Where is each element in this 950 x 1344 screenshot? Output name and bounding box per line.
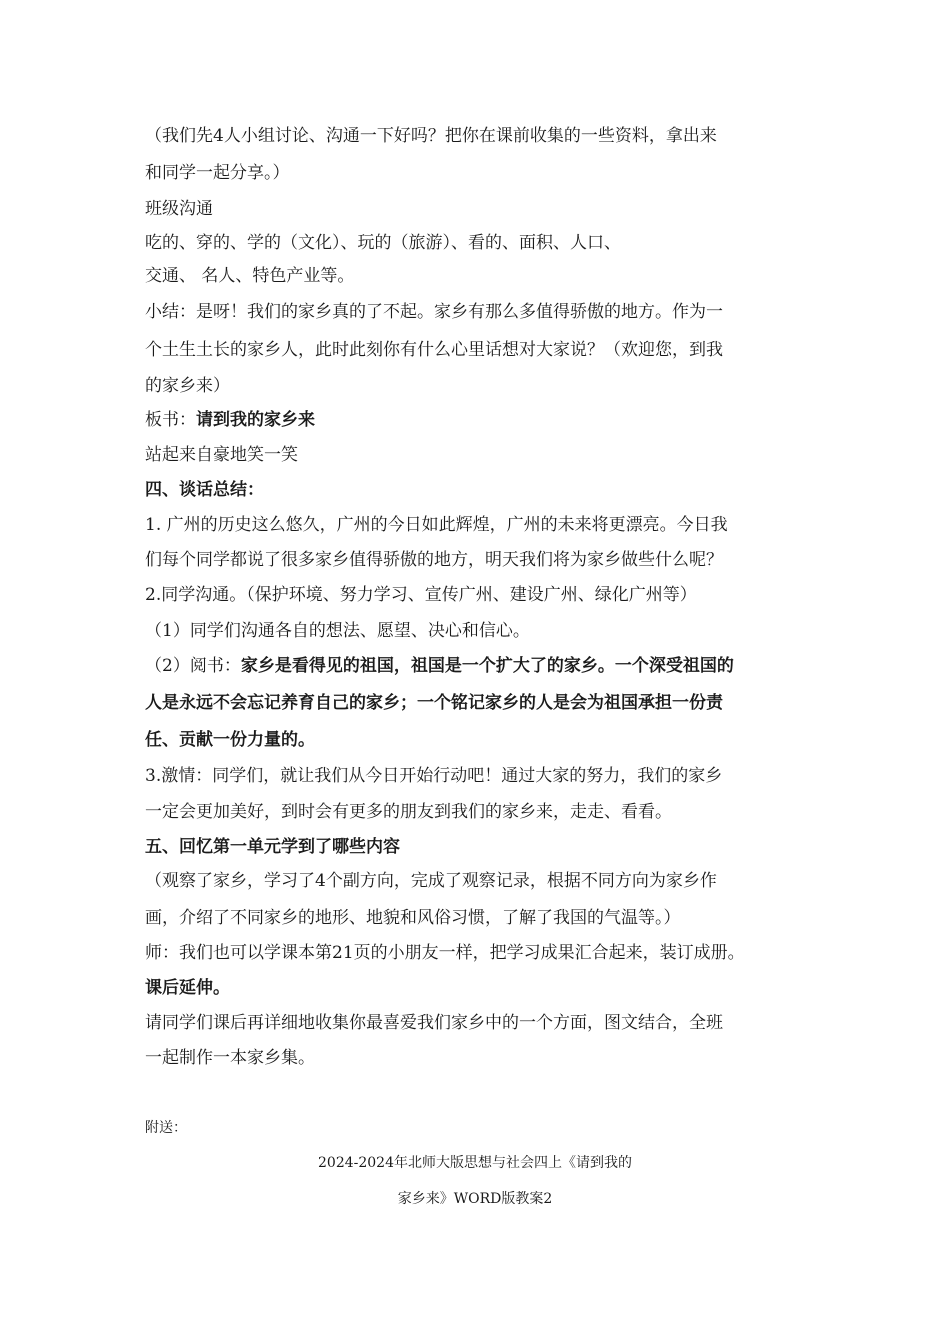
- paragraph-line: 站起来自豪地笑一笑: [145, 445, 298, 465]
- paragraph-line: 小结：是呀！我们的家乡真的了不起。家乡有那么多值得骄傲的地方。作为一: [145, 302, 723, 322]
- appendix-title-line-1: 2024-2024年北师大版思想与社会四上《请到我的: [318, 1155, 632, 1171]
- section-heading: 课后延伸。: [145, 978, 230, 998]
- paragraph-line: 个土生土长的家乡人，此时此刻你有什么心里话想对大家说？（欢迎您，到我: [145, 340, 723, 360]
- paragraph-line: 师：我们也可以学课本第21页的小朋友一样，把学习成果汇合起来，装订成册。: [145, 943, 745, 963]
- paragraph-line: 吃的、穿的、学的（文化）、玩的（旅游）、看的、面积、人口、: [145, 233, 621, 253]
- paragraph-line: （1）同学们沟通各自的想法、愿望、决心和信心。: [145, 621, 530, 641]
- board-writing-prefix: 板书：: [145, 410, 196, 430]
- paragraph-line: 画，介绍了不同家乡的地形、地貌和风俗习惯，了解了我国的气温等。）: [145, 908, 681, 928]
- appendix-label: 附送：: [145, 1120, 187, 1136]
- paragraph-line: 一定会更加美好，到时会有更多的朋友到我们的家乡来，走走、看看。: [145, 802, 672, 822]
- reading-bold: 家乡是看得见的祖国，祖国是一个扩大了的家乡。一个深受祖国的: [240, 656, 734, 676]
- reading-prefix: （2）阅书：: [145, 656, 241, 676]
- appendix-title-line-2: 家乡来》WORD版教案2: [397, 1191, 553, 1207]
- paragraph-line: 1. 广州的历史这么悠久，广州的今日如此辉煌，广州的未来将更漂亮。今日我: [145, 515, 728, 535]
- paragraph-line-bold: 人是永远不会忘记养育自己的家乡；一个铭记家乡的人是会为祖国承担一份责: [145, 693, 723, 713]
- paragraph-line: 和同学一起分享。）: [145, 163, 290, 183]
- paragraph-line: 请同学们课后再详细地收集你最喜爱我们家乡中的一个方面，图文结合，全班: [145, 1013, 723, 1033]
- board-writing-bold: 请到我的家乡来: [196, 410, 315, 430]
- section-heading: 四、谈话总结：: [145, 480, 264, 500]
- paragraph-line: （我们先4人小组讨论、沟通一下好吗？把你在课前收集的一些资料，拿出来: [145, 126, 717, 146]
- board-writing-line: [145, 409, 315, 431]
- paragraph-line: 一起制作一本家乡集。: [145, 1048, 315, 1068]
- paragraph-line: 的家乡来）: [145, 376, 230, 396]
- paragraph-line: 交通、 名人、特色产业等。: [145, 266, 355, 286]
- paragraph-line: （观察了家乡，学习了4个副方向，完成了观察记录，根据不同方向为家乡作: [145, 871, 717, 891]
- section-heading: 五、回忆第一单元学到了哪些内容: [145, 837, 400, 857]
- paragraph-line: 班级沟通: [145, 199, 213, 219]
- reading-line: [145, 655, 734, 677]
- paragraph-line: 3.激情：同学们，就让我们从今日开始行动吧！通过大家的努力，我们的家乡: [145, 766, 723, 786]
- paragraph-line: 们每个同学都说了很多家乡值得骄傲的地方，明天我们将为家乡做些什么呢？: [145, 550, 723, 570]
- paragraph-line-bold: 任、贡献一份力量的。: [145, 730, 315, 750]
- paragraph-line: 2.同学沟通。（保护环境、努力学习、宣传广州、建设广州、绿化广州等）: [145, 585, 697, 605]
